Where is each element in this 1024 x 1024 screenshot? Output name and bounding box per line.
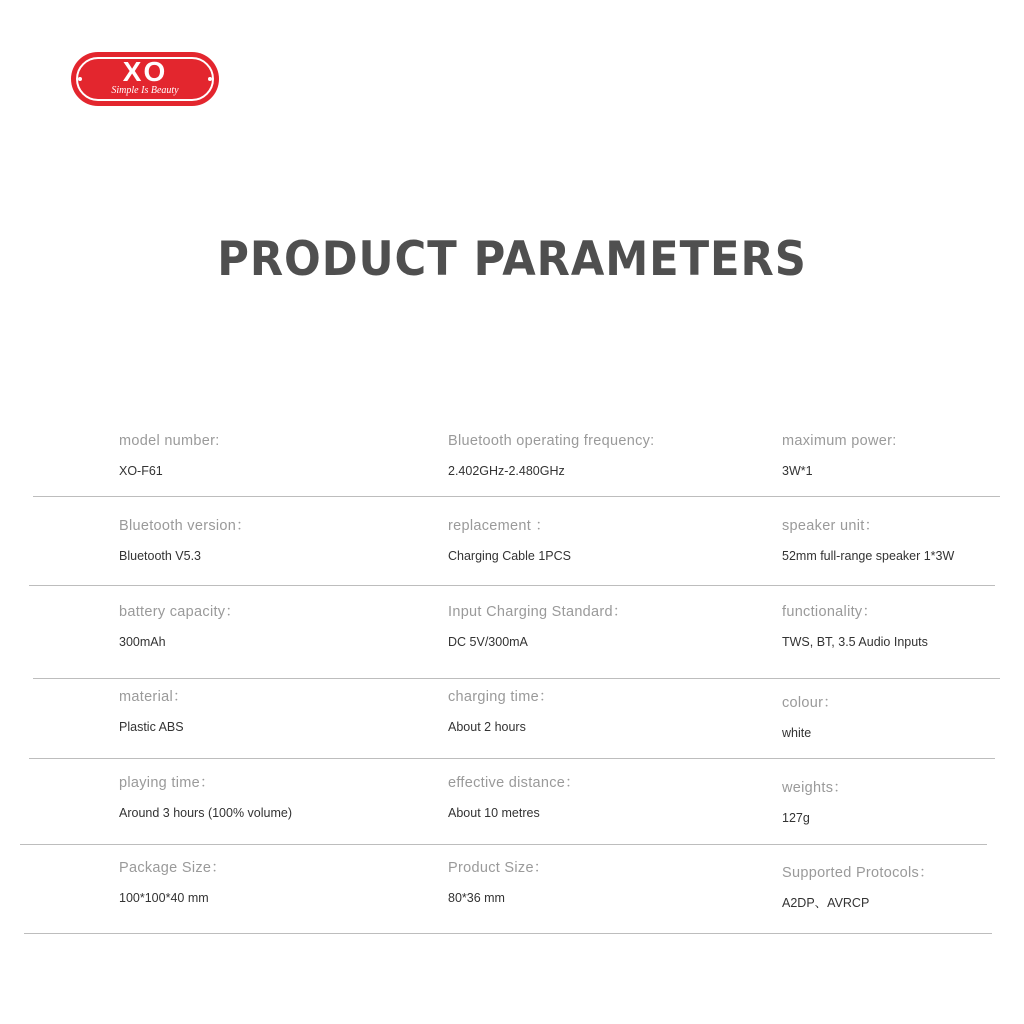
param-label: maximum power:: [782, 433, 897, 449]
page-title: PRODUCT PARAMETERS: [217, 232, 807, 287]
param-effective-distance: [448, 774, 580, 821]
param-bluetooth-frequency: [448, 432, 655, 479]
param-functionality: [782, 603, 928, 650]
param-label: Bluetooth version：: [119, 518, 251, 534]
logo-mark: XO: [122, 56, 168, 87]
param-value: 52mm full-range speaker 1*3W: [782, 549, 955, 563]
param-label: Supported Protocols：: [782, 865, 934, 881]
param-label: playing time：: [119, 775, 215, 791]
param-value: 3W*1: [782, 464, 813, 478]
param-value: Bluetooth V5.3: [119, 549, 202, 563]
param-label: battery capacity：: [119, 604, 241, 620]
param-label: Bluetooth operating frequency:: [448, 433, 655, 449]
param-supported-protocols: [782, 864, 934, 911]
param-value: A2DP、AVRCP: [782, 896, 870, 910]
logo-tagline: Simple Is Beauty: [111, 85, 179, 96]
row-divider: [33, 678, 1000, 679]
param-value: 300mAh: [119, 635, 166, 649]
param-value: white: [782, 726, 812, 740]
param-value: TWS, BT, 3.5 Audio Inputs: [782, 635, 928, 649]
param-label: Input Charging Standard：: [448, 604, 628, 620]
brand-logo: [71, 52, 219, 106]
param-maximum-power: [782, 432, 897, 479]
param-material: [119, 688, 188, 735]
row-divider: [29, 585, 995, 586]
param-value: 2.402GHz-2.480GHz: [448, 464, 565, 478]
row-divider: [20, 844, 987, 845]
param-bluetooth-version: [119, 517, 251, 564]
param-value: About 10 metres: [448, 806, 540, 820]
param-charging-time: [448, 688, 554, 735]
param-value: DC 5V/300mA: [448, 635, 528, 649]
param-value: Around 3 hours (100% volume): [119, 806, 293, 820]
param-value: 127g: [782, 811, 810, 825]
param-label: model number:: [119, 433, 220, 449]
param-label: Package Size：: [119, 860, 227, 876]
param-label: speaker unit：: [782, 518, 880, 534]
param-weights: [782, 779, 848, 826]
param-value: Charging Cable 1PCS: [448, 549, 571, 563]
param-input-charging-standard: [448, 603, 628, 650]
param-model-number: [119, 432, 220, 479]
param-package-size: [119, 859, 226, 906]
param-playing-time: [119, 774, 292, 821]
param-label: weights：: [782, 780, 849, 796]
param-value: 80*36 mm: [448, 891, 505, 905]
param-value: About 2 hours: [448, 720, 526, 734]
param-speaker-unit: [782, 517, 954, 564]
param-colour: [782, 694, 838, 741]
param-value: 100*100*40 mm: [119, 891, 209, 905]
param-battery-capacity: [119, 603, 240, 650]
param-value: XO-F61: [119, 464, 163, 478]
param-product-size: [448, 859, 549, 906]
param-label: charging time：: [448, 689, 554, 705]
row-divider: [33, 496, 1000, 497]
row-divider: [24, 933, 992, 934]
param-label: effective distance：: [448, 775, 580, 791]
param-replacement: [448, 517, 571, 564]
param-label: colour：: [782, 695, 839, 711]
param-label: replacement ：: [448, 518, 551, 534]
param-label: Product Size：: [448, 860, 549, 876]
param-label: material：: [119, 689, 188, 705]
param-value: Plastic ABS: [119, 720, 184, 734]
row-divider: [29, 758, 995, 759]
param-label: functionality：: [782, 604, 878, 620]
